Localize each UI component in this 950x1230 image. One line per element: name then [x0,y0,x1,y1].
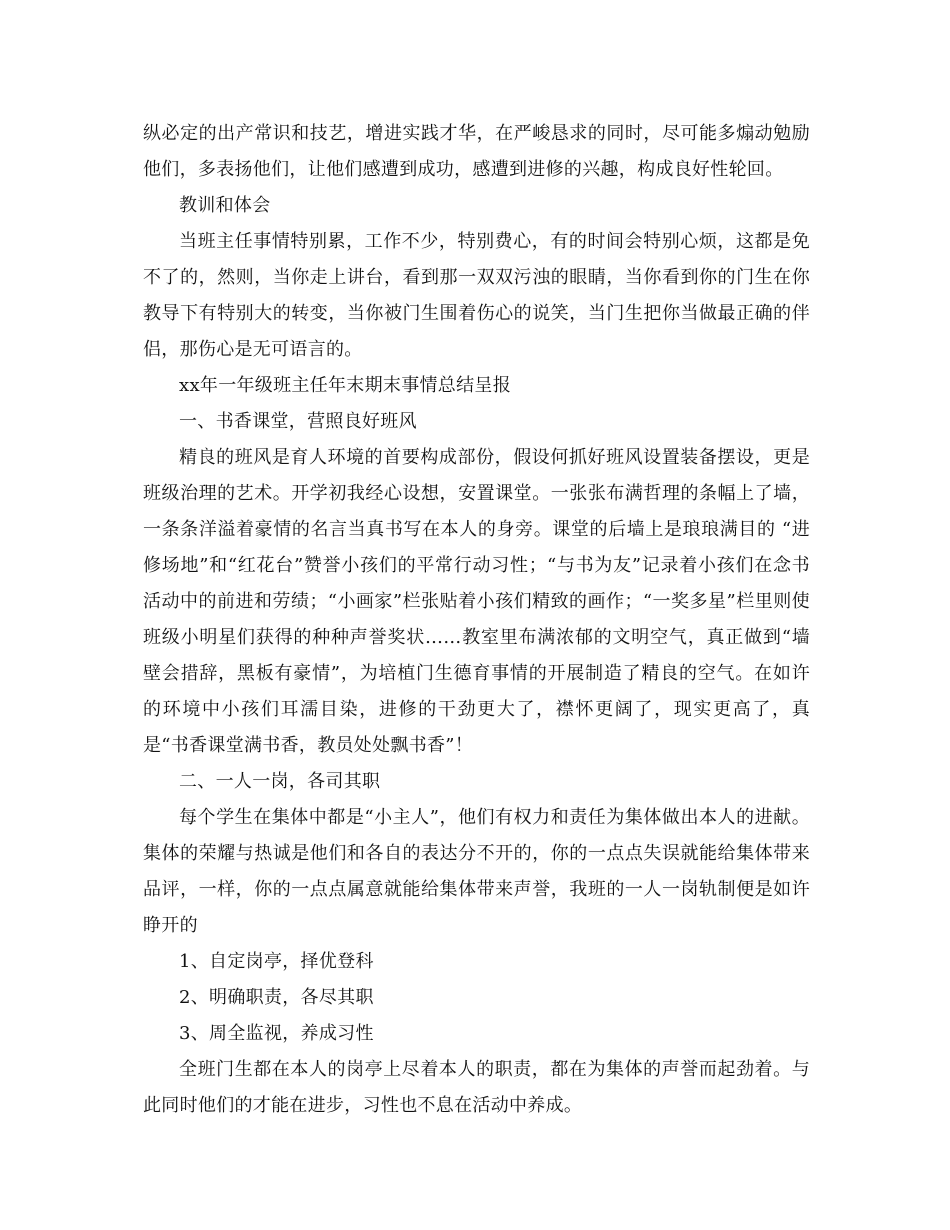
section-heading-1: 一、书香课堂，营照良好班风 [179,411,417,432]
document-body [143,116,810,1124]
paragraph-continuation: 纵必定的出产常识和技艺，增进实践才华，在严峻恳求的同时，尽可能多煽动勉励他们，多表扬他们，让他们感遭到成功，感遭到进修的兴趣，构成良好性轮回。 [143,123,810,180]
section-heading-lessons: 教训和体会 [179,195,271,216]
paragraph-body: 每个学生在集体中都是“小主人”，他们有权力和责任为集体做出本人的进献。集体的荣耀与热诚是他们和各自的表达分不开的，你的一点点失误就能给集体带来品评，一样，你的一点点属意就能给集体带来声誉，我班的一人一岗轨制便是如许睁开的 [143,807,810,936]
paragraph-body: 全班门生都在本人的岗亭上尽着本人的职责，都在为集体的声誉而起劲着。与此同时他们的才能在进步，习性也不息在活动中养成。 [143,1059,810,1116]
list-item-1: 1、自定岗亭，择优登科 [179,951,374,972]
section-heading-2: 二、一人一岗，各司其职 [179,771,381,792]
list-item-3: 3、周全监视，养成习性 [179,1023,374,1044]
list-item-2: 2、明确职责，各尽其职 [179,987,374,1008]
paragraph-body: 当班主任事情特别累，工作不少，特别费心，有的时间会特别心烦，这都是免不了的，然则，当你走上讲台，看到那一双双污浊的眼睛，当你看到你的门生在你教导下有特别大的转变，当你被门生围着伤心的说笑，当门生把你当做最正确的伴侣，那伤心是无可语言的。 [143,231,810,360]
paragraph-body: 精良的班风是育人环境的首要构成部份，假设何抓好班风设置装备摆设，更是班级治理的艺术。开学初我经心设想，安置课堂。一张张布满哲理的条幅上了墙，一条条洋溢着豪情的名言当真书写在本人的身旁。课堂的后墙上是琅琅满目的 “进修场地”和“红花台”赞誉小孩们的平常行动习性；“与书为友”记录着小孩们在念书活动中的前进和劳绩；“小画家”栏张贴着小孩们精致的画作；“一奖多星”栏里则使班级小明星们获得的种种声誉奖状……教室里布满浓郁的文明空气，真正做到“墙壁会措辞，黑板有豪情”，为培植门生德育事情的开展制造了精良的空气。在如许的环境中小孩们耳濡目染，进修的干劲更大了，襟怀更阔了，现实更高了，真是“书香课堂满书香，教员处处飘书香”！ [143,447,810,756]
report-title: xx年一年级班主任年末期末事情总结呈报 [179,375,512,396]
